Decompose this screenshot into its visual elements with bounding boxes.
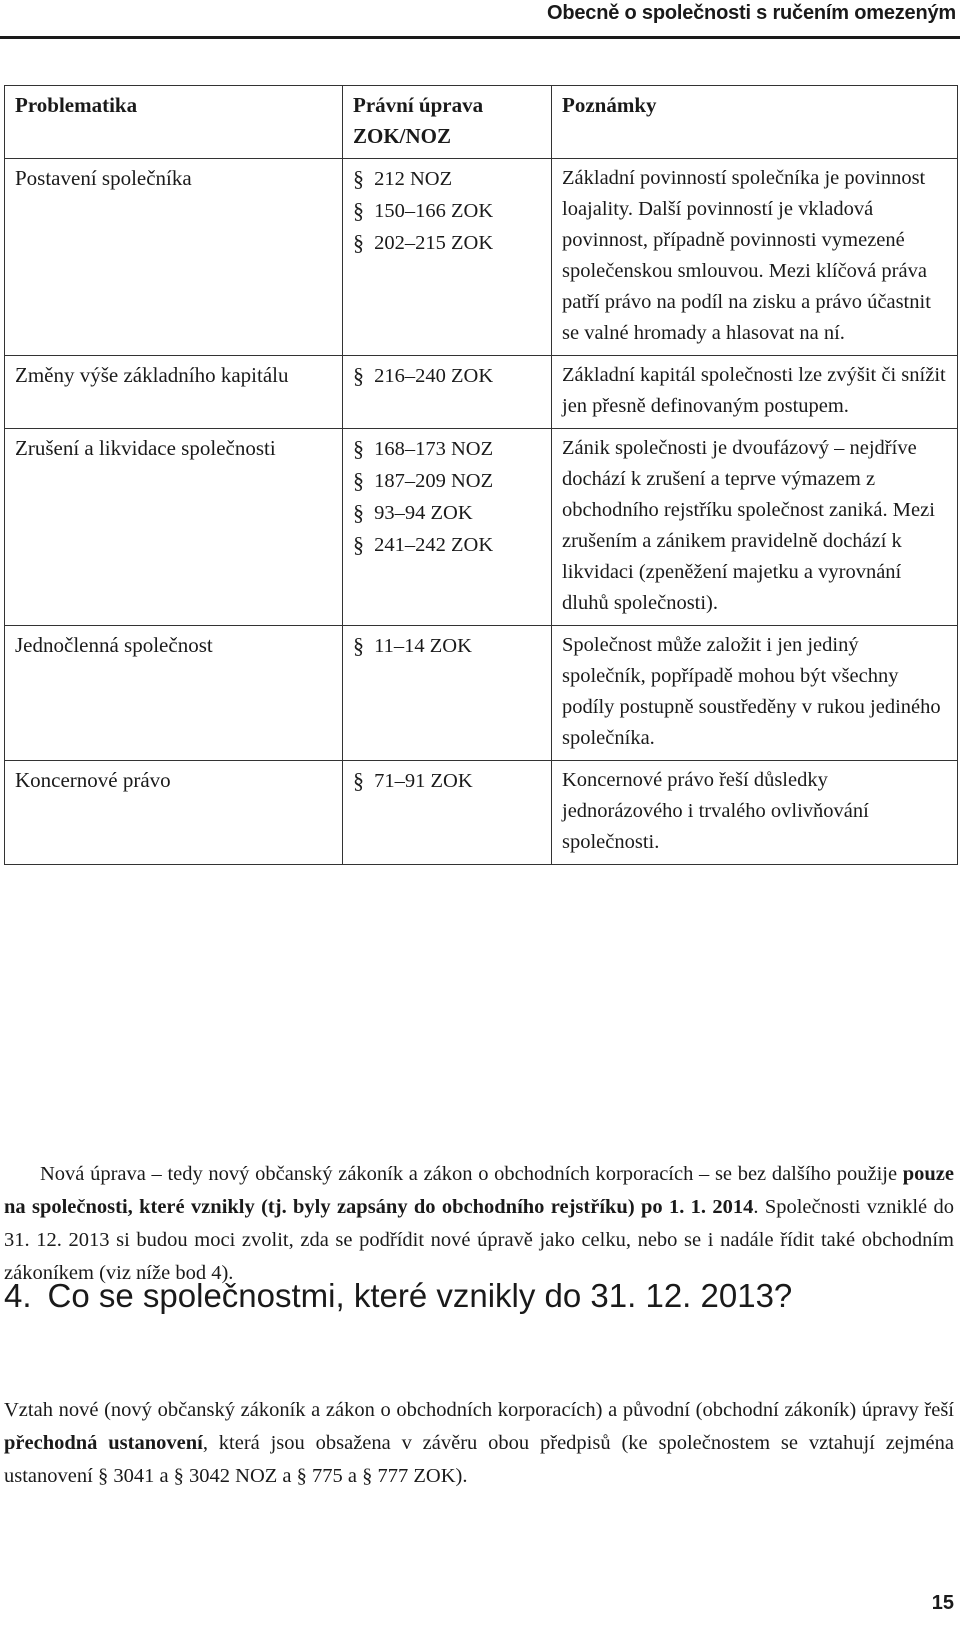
section-sign-glyph: § [353, 768, 364, 793]
cell-note: Základní kapitál společnosti lze zvýšit či snížit jen přesně definovaným postupem. [552, 356, 958, 429]
legal-ref [353, 163, 541, 195]
table-row [5, 626, 958, 761]
legal-ref-text: 168–173 NOZ [374, 438, 494, 460]
table-row [5, 356, 958, 429]
legal-ref [353, 195, 541, 227]
column-header-legal-basis: Právní úprava ZOK/NOZ [343, 86, 552, 159]
cell-note: Společnost může založit i jen jediný společník, popřípadě mohou být všechny podíly postupně soustředěny v rukou jediného společníka. [552, 626, 958, 761]
section-sign-glyph: § [353, 633, 364, 658]
legal-ref [353, 465, 541, 497]
table-header-row [5, 86, 958, 159]
legal-ref [353, 630, 541, 662]
cell-legal-refs [343, 159, 552, 356]
paragraph-new-regulation [4, 1158, 954, 1290]
legal-ref-text: 93–94 ZOK [374, 502, 473, 524]
section-title: Co se společnostmi, které vznikly do 31. 12. 2013? [47, 1277, 793, 1314]
paragraph-text: . Společnosti vzniklé do 31. 12. 2013 si budou moci zvolit, zda se podřídit nové úpravě jako celku, nebo se i nadále řídit také obchodním zákoníkem (viz níže bod 4). [4, 1195, 954, 1284]
section-sign-glyph: § [353, 230, 364, 255]
section-sign-glyph: § [353, 468, 364, 493]
table-body [5, 159, 958, 865]
legal-ref [353, 227, 541, 259]
table-row [5, 429, 958, 626]
section-sign-glyph: § [353, 500, 364, 525]
cell-legal-refs [343, 626, 552, 761]
paragraph-text: , která jsou obsažena v závěru obou předpisů (ke společnostem se vztahují zejména ustanovení § 3041 a § 3042 NOZ a § 775 a § 777 ZOK). [4, 1431, 954, 1487]
paragraph-text: Vztah nové (nový občanský zákoník a zákon o obchodních korporacích) a původní (obchodní zákoník) úpravy řeší [4, 1398, 954, 1421]
legal-ref [353, 360, 541, 392]
legal-ref-text: 216–240 ZOK [374, 365, 494, 387]
table-row [5, 159, 958, 356]
legal-ref [353, 529, 541, 561]
cell-legal-refs [343, 761, 552, 865]
cell-legal-refs [343, 356, 552, 429]
header-rule [0, 36, 960, 39]
running-header: Obecně o společnosti s ručením omezeným [547, 2, 956, 24]
legal-ref-text: 150–166 ZOK [374, 200, 494, 222]
section-sign-glyph: § [353, 198, 364, 223]
cell-legal-refs [343, 429, 552, 626]
cell-topic: Změny výše základního kapitálu [5, 356, 343, 429]
cell-topic: Jednočlenná společnost [5, 626, 343, 761]
section-number: 4. [4, 1277, 32, 1314]
column-header-topic: Problematika [5, 86, 343, 159]
legal-ref-text: 187–209 NOZ [374, 470, 494, 492]
legal-ref [353, 433, 541, 465]
legal-ref [353, 765, 541, 797]
page-number: 15 [931, 1592, 954, 1614]
column-header-notes: Poznámky [552, 86, 958, 159]
table-row [5, 761, 958, 865]
emphasized-text: přechodná ustanovení [4, 1431, 203, 1454]
legal-ref-text: 241–242 ZOK [374, 534, 494, 556]
cell-topic: Koncernové právo [5, 761, 343, 865]
legal-ref-text: 202–215 ZOK [374, 232, 494, 254]
section-heading [4, 1277, 792, 1315]
cell-note: Koncernové právo řeší důsledky jednorázového i trvalého ovlivňování společnosti. [552, 761, 958, 865]
cell-topic: Zrušení a likvidace společnosti [5, 429, 343, 626]
legal-ref [353, 497, 541, 529]
section-sign-glyph: § [353, 166, 364, 191]
cell-topic: Postavení společníka [5, 159, 343, 356]
section-sign-glyph: § [353, 436, 364, 461]
legal-ref-text: 212 NOZ [374, 168, 453, 190]
paragraph-transitional-provisions [4, 1394, 954, 1493]
legal-ref-text: 71–91 ZOK [374, 770, 473, 792]
section-sign-glyph: § [353, 532, 364, 557]
legal-ref-text: 11–14 ZOK [374, 635, 472, 657]
paragraph-text: Nová úprava – tedy nový občanský zákoník a zákon o obchodních korporacích – se bez dalšího použije [40, 1162, 903, 1185]
law-overview-table [4, 85, 958, 865]
section-sign-glyph: § [353, 363, 364, 388]
emphasized-text: pouze na společnosti, které vznikly (tj. byly zapsány do obchodního rejstříku) po 1. 1. 2014 [4, 1162, 954, 1218]
cell-note: Zánik společnosti je dvoufázový – nejdříve dochází k zrušení a teprve výmazem z obchodního rejstříku společnost zaniká. Mezi zrušením a zánikem pravidelně dochází k likvidaci (zpeněžení majetku a vyrovnání dluhů společnosti). [552, 429, 958, 626]
cell-note: Základní povinností společníka je povinnost loajality. Další povinností je vkladová povinnost, případně povinnosti vymezené společenskou smlouvou. Mezi klíčová práva patří právo na podíl na zisku a právo účastnit se valné hromady a hlasovat na ní. [552, 159, 958, 356]
